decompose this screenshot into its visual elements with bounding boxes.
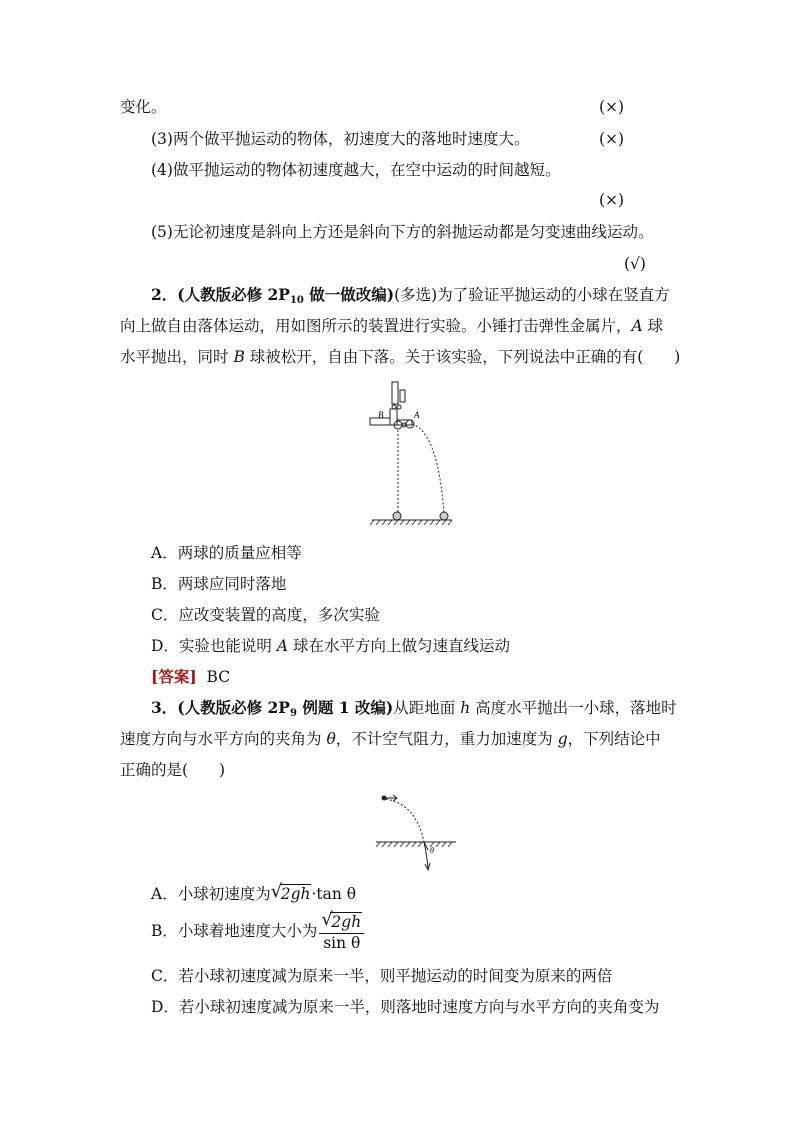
q3-stem-line1: 3．(人教版必修 $2P_9$ 例题 1 改编)从距地面 h 高度水平抛出一小球，落地时 (151, 698, 677, 719)
q3-source: (人教版必修 $2P_9$ 例题 1 改编) (177, 698, 394, 719)
answer-value: BC (206, 668, 231, 686)
q2-option-d: D．实验也能说明 A 球在水平方向上做匀速直线运动 (151, 637, 510, 655)
q2-option-c: C．应改变装置的高度，多次实验 (151, 606, 380, 624)
q3-option-c: C．若小球初速度减为原来一半，则平抛运动的时间变为原来的两倍 (151, 967, 613, 985)
q3-stem-line2: 速度方向与水平方向的夹角为 θ，不计空气阻力，重力加速度为 g，下列结论中 (120, 730, 661, 748)
q3-option-a: A．小球初速度为 √ 2gh·tan θ (151, 881, 357, 903)
q2-option-a: A．两球的质量应相等 (151, 544, 302, 562)
judgment-text-2-cont: 变化。 (120, 98, 167, 116)
judgment-text-4: (4)做平抛运动的物体初速度越大，在空中运动的时间越短。 (151, 161, 561, 179)
judgment-text-3: (3)两个做平抛运动的物体，初速度大的落地时速度大。 (151, 130, 530, 148)
q2-stem-line2: 向上做自由落体运动，用如图所示的装置进行实验。小锤打击弹性金属片，A 球 (120, 317, 664, 335)
q3-projectile-figure (372, 790, 462, 872)
q2-stem-line3: 水平抛出，同时 B 球被松开，自由下落。关于该实验，下列说法中正确的有( ) (120, 348, 681, 366)
fraction-expression: √ 2gh sin θ (319, 912, 364, 952)
judgment-mark-3: (×) (599, 130, 625, 148)
q2-number: 2． (151, 285, 178, 304)
sqrt-expression: √ 2gh (270, 881, 311, 903)
figure-label-b: B (378, 410, 384, 420)
judgment-mark-5: (√) (624, 255, 646, 273)
figure-label-theta: θ (430, 846, 434, 855)
q3-option-d: D．若小球初速度减为原来一半，则落地时速度方向与水平方向的夹角变为 (151, 998, 660, 1016)
answer-label: [答案] (151, 667, 197, 686)
q3-number: 3． (151, 698, 178, 717)
q3-stem-line3: 正确的是( ) (120, 761, 226, 779)
q3-option-b: B．小球着地速度大小为 √ 2gh sin θ (151, 912, 364, 952)
q2-multi: (多选) (394, 286, 438, 304)
q2-option-b: B．两球应同时落地 (151, 575, 287, 593)
judgment-mark-4: (×) (599, 191, 625, 209)
judgment-text-5: (5)无论初速度是斜向上方还是斜向下方的斜抛运动都是匀变速曲线运动。 (151, 223, 654, 241)
q2-stem-line1: 2．(人教版必修 $2P_{10}$ 做一做改编)(多选)为了验证平抛运动的小球在竖直方 (151, 285, 670, 306)
q2-apparatus-figure (360, 380, 460, 525)
q2-source: (人教版必修 $2P_{10}$ 做一做改编) (177, 285, 395, 306)
q2-answer (151, 667, 230, 687)
figure-label-a: A (414, 410, 420, 420)
judgment-mark-2: (×) (599, 98, 625, 116)
